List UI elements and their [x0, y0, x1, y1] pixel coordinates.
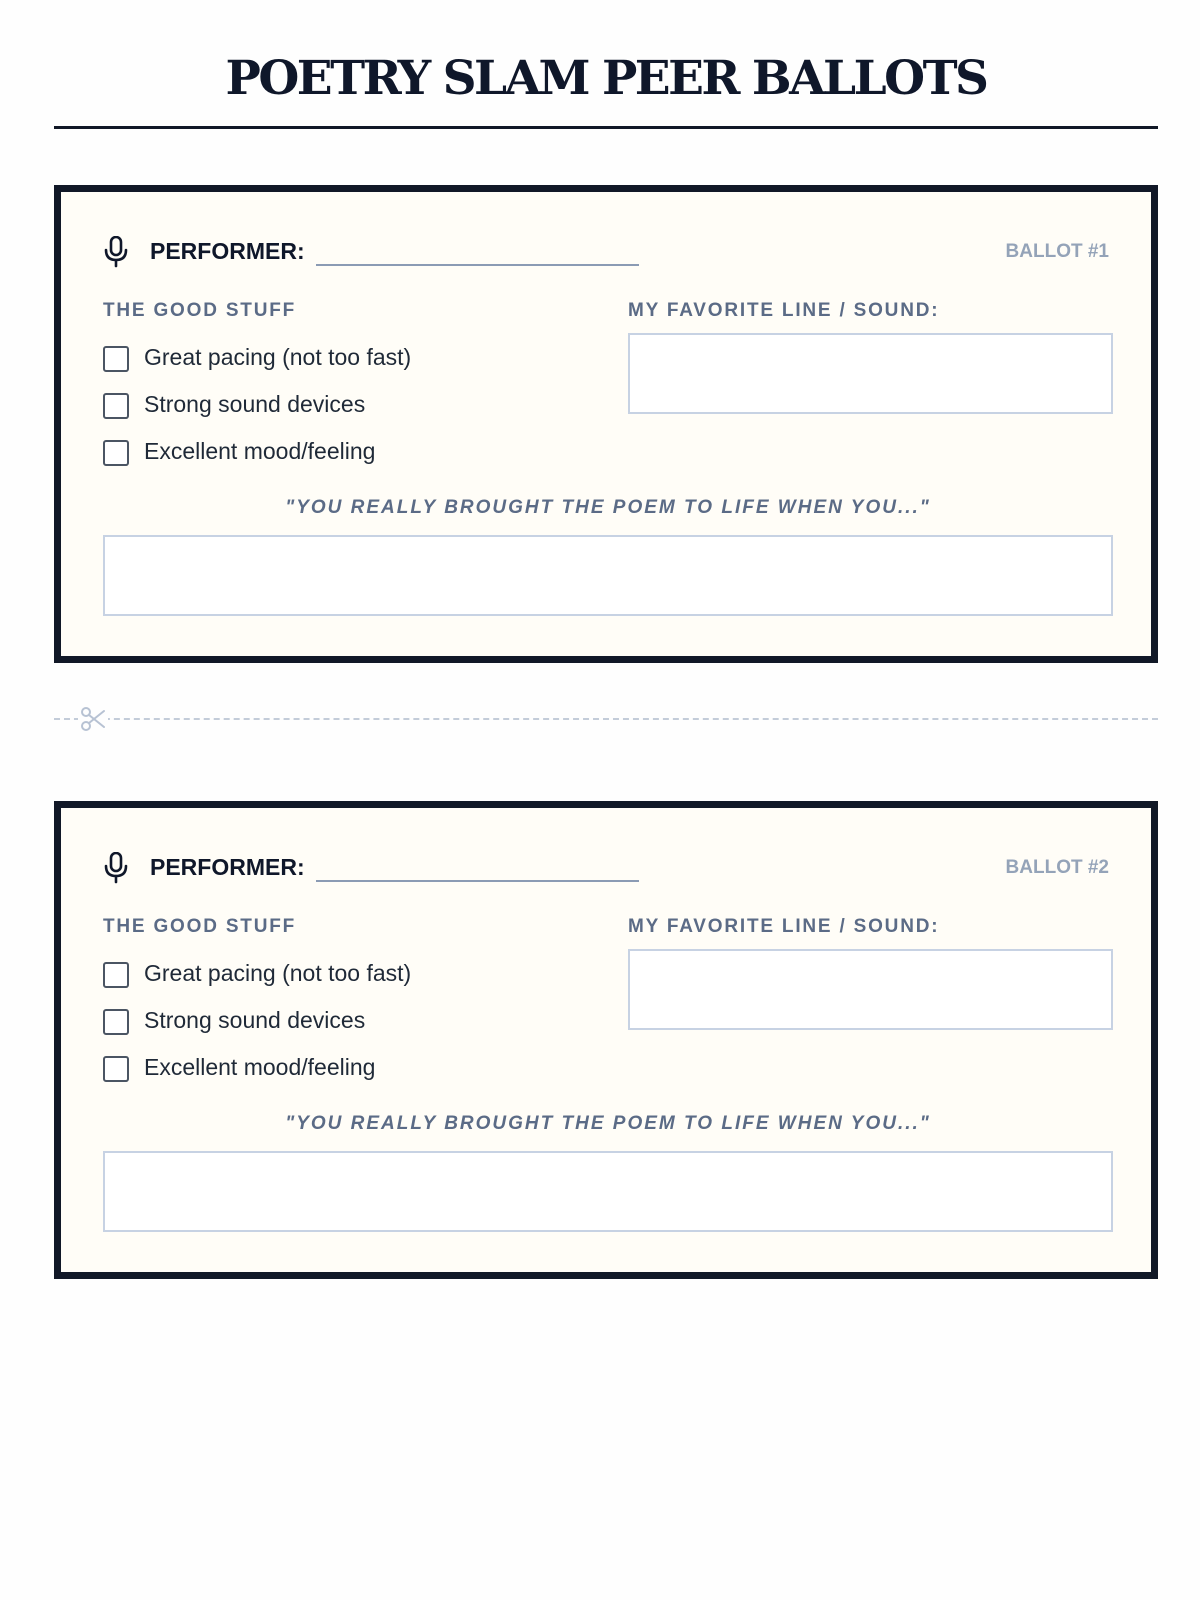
checkbox-label: Great pacing (not too fast) — [144, 960, 412, 986]
title-divider — [54, 126, 1158, 129]
good-stuff-heading: THE GOOD STUFF — [103, 300, 297, 321]
ballot-number: BALLOT #2 — [1005, 857, 1109, 878]
checkbox-label: Great pacing (not too fast) — [144, 344, 412, 370]
checkbox-label: Excellent mood/feeling — [144, 438, 376, 464]
cut-line — [54, 718, 1158, 720]
checkbox-label: Strong sound devices — [144, 391, 366, 417]
feedback-prompt: "YOU REALLY BROUGHT THE POEM TO LIFE WHEN YOU..." — [285, 1113, 931, 1134]
ballot-card — [54, 801, 1158, 1279]
performer-label: PERFORMER: — [150, 854, 305, 880]
page-title: POETRY SLAM PEER BALLOTS — [225, 51, 987, 106]
checkbox-label: Strong sound devices — [144, 1007, 366, 1033]
checkbox-label: Excellent mood/feeling — [144, 1054, 376, 1080]
checkbox[interactable] — [103, 962, 129, 988]
feedback-prompt: "YOU REALLY BROUGHT THE POEM TO LIFE WHEN YOU..." — [285, 497, 931, 518]
feedback-field[interactable] — [103, 1151, 1113, 1232]
good-stuff-heading: THE GOOD STUFF — [103, 916, 297, 937]
checkbox[interactable] — [103, 1056, 129, 1082]
checkbox[interactable] — [103, 346, 129, 372]
favorite-line-field[interactable] — [628, 333, 1113, 414]
ballot-card — [54, 185, 1158, 663]
checkbox[interactable] — [103, 393, 129, 419]
favorite-line-heading: MY FAVORITE LINE / SOUND: — [628, 300, 940, 321]
microphone-icon — [103, 236, 129, 268]
performer-row — [103, 232, 1109, 272]
microphone-icon — [103, 852, 129, 884]
checkbox[interactable] — [103, 440, 129, 466]
favorite-line-field[interactable] — [628, 949, 1113, 1030]
performer-label: PERFORMER: — [150, 238, 305, 264]
ballot-number: BALLOT #1 — [1005, 241, 1109, 262]
favorite-line-heading: MY FAVORITE LINE / SOUND: — [628, 916, 940, 937]
feedback-field[interactable] — [103, 535, 1113, 616]
checkbox[interactable] — [103, 1009, 129, 1035]
performer-name-field[interactable] — [316, 880, 639, 882]
scissors-icon — [78, 705, 108, 733]
performer-name-field[interactable] — [316, 264, 639, 266]
performer-row — [103, 848, 1109, 888]
